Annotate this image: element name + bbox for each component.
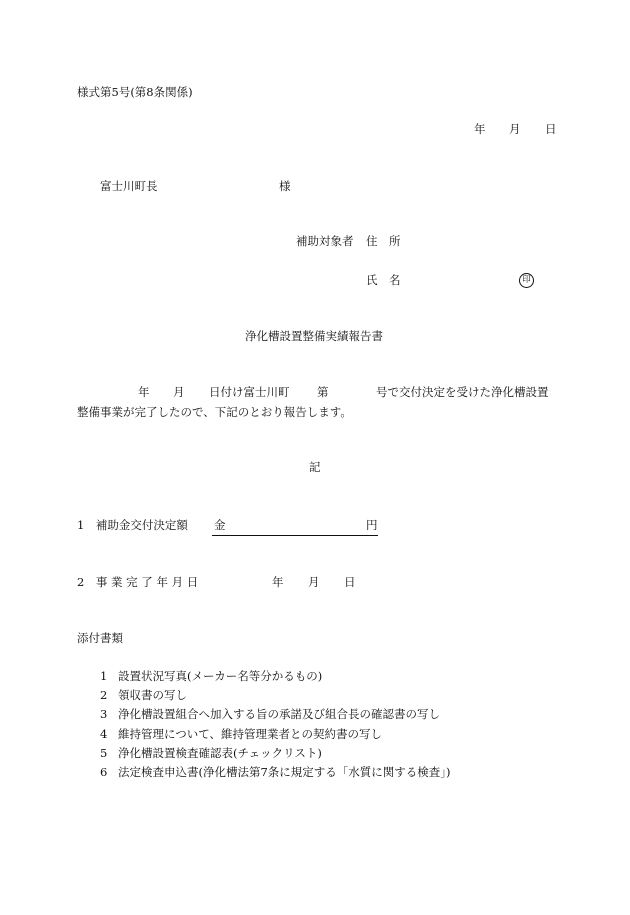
- attachment-text: 維持管理について、維持管理業者との契約書の写し: [118, 726, 383, 741]
- list-item: [100, 764, 451, 786]
- attachment-text: 浄化槽設置検査確認表(チェックリスト): [118, 745, 322, 760]
- body-dai-label: 第: [317, 385, 329, 399]
- completion-year-label: 年: [272, 575, 284, 589]
- subsidy-amount-label: 1 補助金交付決定額: [77, 518, 188, 532]
- ki-heading: 記: [309, 460, 321, 474]
- subsidy-amount-underline: [212, 535, 378, 536]
- body-line1-rest: 号で交付決定を受けた浄化槽設置: [376, 385, 549, 399]
- completion-day-label: 日: [344, 575, 356, 589]
- date-month-label: 月: [509, 122, 521, 136]
- address-label: 住 所: [366, 234, 401, 248]
- subsidy-amount-suffix: 円: [366, 518, 378, 532]
- attachments-heading: 添付書類: [77, 631, 123, 645]
- seal-mark: 印: [519, 273, 534, 288]
- attachment-text: 領収書の写し: [118, 688, 187, 703]
- form-number: 様式第5号(第8条関係): [77, 85, 193, 99]
- body-month-label: 月: [173, 385, 185, 399]
- attachment-number: 3: [100, 707, 108, 722]
- date-day-label: 日: [545, 122, 557, 136]
- subsidy-amount-prefix: 金: [214, 518, 226, 532]
- body-year-label: 年: [138, 385, 150, 399]
- date-year-label: 年: [474, 122, 486, 136]
- attachment-number: 4: [100, 726, 108, 741]
- completion-month-label: 月: [308, 575, 320, 589]
- recipient-name: 富士川町長: [100, 179, 158, 193]
- completion-date-label: 2 事 業 完 了 年 月 日: [77, 575, 199, 589]
- document-title: 浄化槽設置整備実績報告書: [245, 329, 383, 343]
- attachment-text: 設置状況写真(メーカー名等分かるもの): [118, 669, 323, 683]
- applicant-role-label: 補助対象者: [296, 234, 354, 248]
- name-label: 氏 名: [366, 273, 401, 287]
- attachment-number: 6: [100, 764, 108, 779]
- recipient-honorific: 様: [279, 179, 291, 193]
- attachment-number: 1: [100, 669, 108, 683]
- body-line2: 整備事業が完了したので、下記のとおり報告します。: [77, 405, 352, 419]
- attachment-text: 法定検査申込書(浄化槽法第7条に規定する「水質に関する検査」): [118, 764, 451, 779]
- attachments-list: [100, 671, 451, 786]
- body-date-reference: 日付け富士川町: [209, 385, 290, 399]
- attachment-number: 2: [100, 688, 108, 703]
- attachment-text: 浄化槽設置組合へ加入する旨の承諾及び組合長の確認書の写し: [118, 707, 440, 722]
- attachment-number: 5: [100, 745, 108, 760]
